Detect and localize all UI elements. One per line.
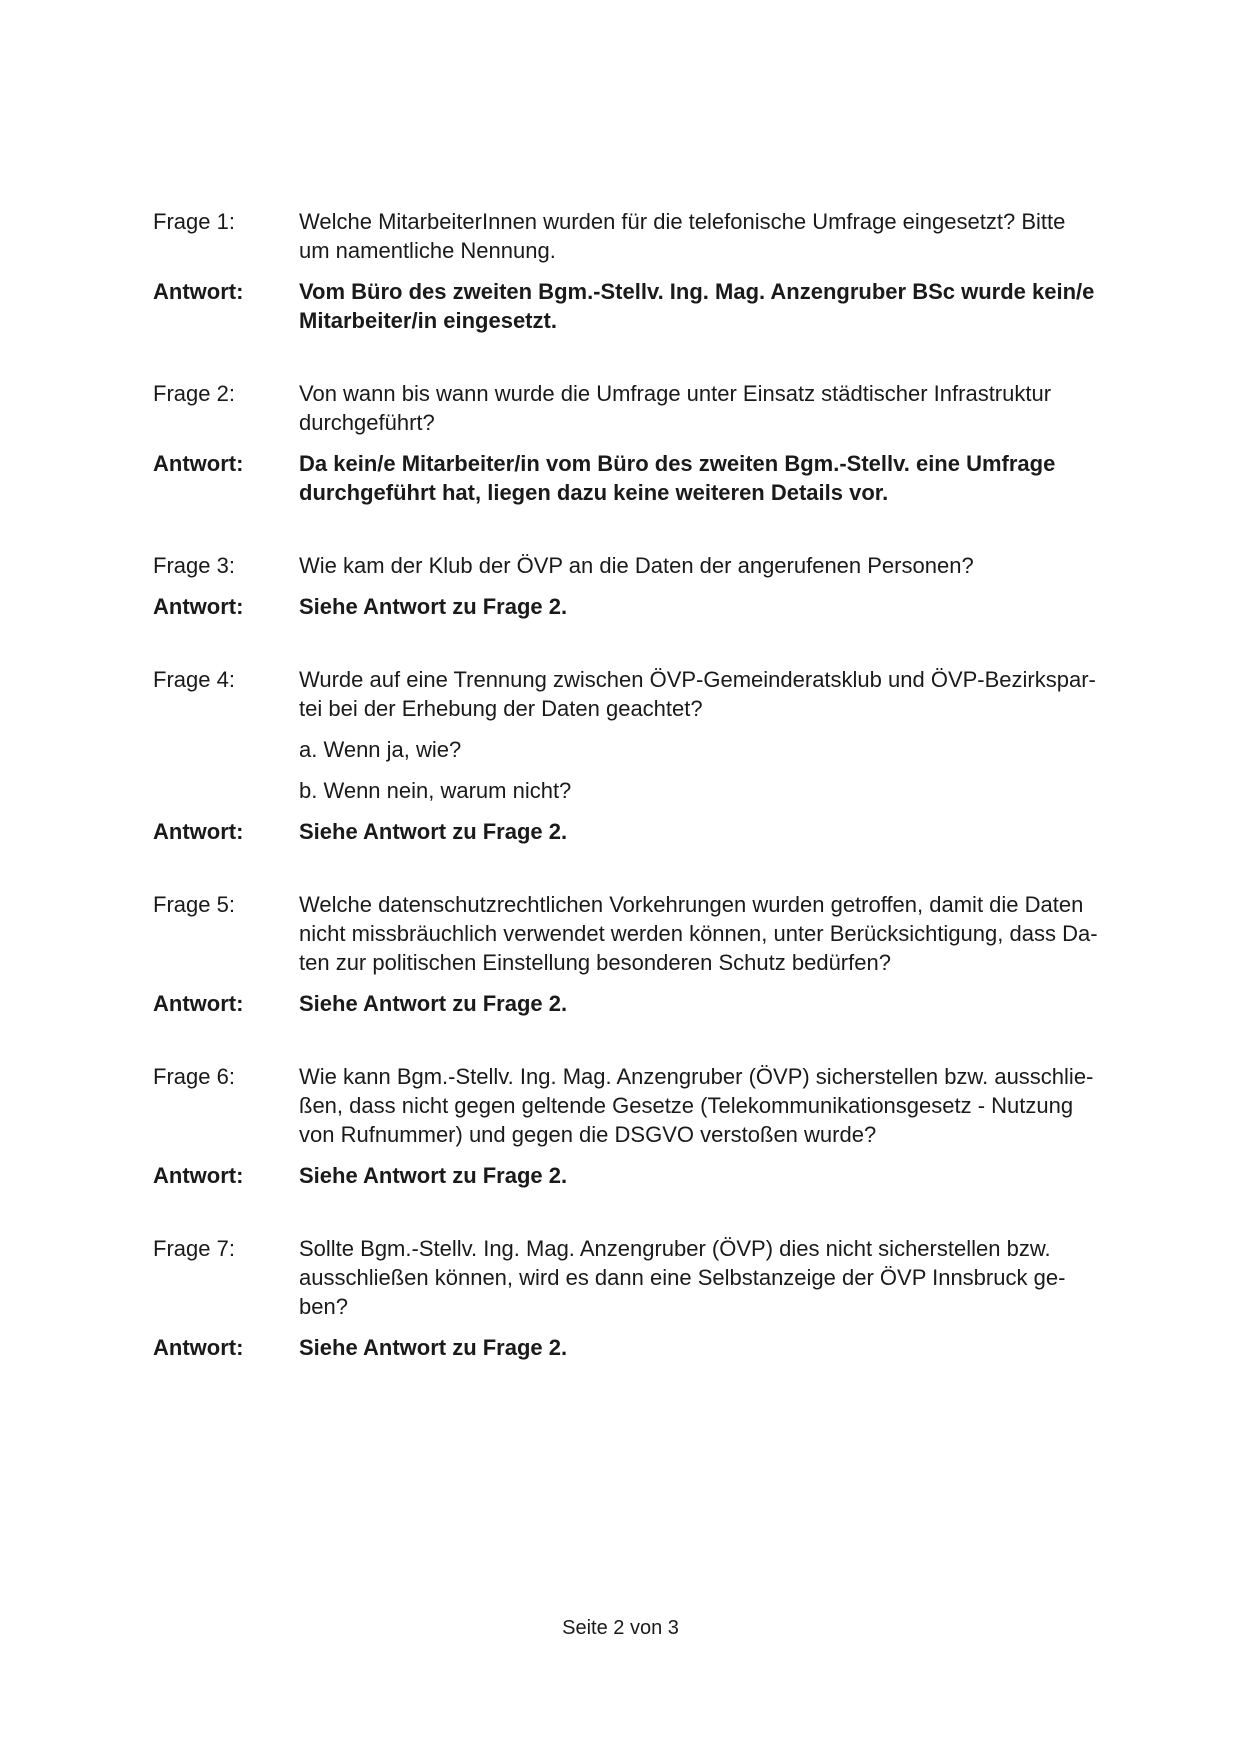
answer-row: [153, 989, 1133, 1018]
answer-text: Vom Büro des zweiten Bgm.-Stellv. Ing. Mag. Anzengruber BSc wurde kein/e Mitarbeiter/in eingesetzt.: [299, 279, 1095, 333]
question-text: Wie kann Bgm.-Stellv. Ing. Mag. Anzengruber (ÖVP) sicherstellen bzw. ausschlie- ßen, dass nicht gegen geltende Gesetze (Telekommunikationsgesetz - Nutzung von Rufnummer) und gegen die DSGVO verstoßen wurde?: [299, 1064, 1094, 1147]
question-label: Frage 5:: [153, 892, 235, 917]
answer-label: Antwort:: [153, 279, 244, 304]
question-text: Welche MitarbeiterInnen wurden für die telefonische Umfrage eingesetzt? Bitte um namentliche Nennung.: [299, 209, 1066, 263]
question-row: [153, 1234, 1133, 1321]
question-row: [153, 551, 1133, 580]
answer-text: Da kein/e Mitarbeiter/in vom Büro des zweiten Bgm.-Stellv. eine Umfrage durchgeführt hat, liegen dazu keine weiteren Details vor.: [299, 451, 1056, 505]
answer-label: Antwort:: [153, 1335, 244, 1360]
question-row: [153, 890, 1133, 977]
qa-block-1: [153, 207, 1133, 335]
page-number-footer: Seite 2 von 3: [562, 1617, 679, 1639]
question-text: Sollte Bgm.-Stellv. Ing. Mag. Anzengruber (ÖVP) dies nicht sicherstellen bzw. ausschließen können, wird es dann eine Selbstanzeige der ÖVP Innsbruck ge- ben?: [299, 1236, 1066, 1319]
qa-block-4: [153, 665, 1133, 846]
answer-row: [153, 1333, 1133, 1362]
question-row: [153, 207, 1133, 265]
sub-question-row: [153, 776, 1133, 805]
answer-row: [153, 1161, 1133, 1190]
qa-block-3: [153, 551, 1133, 621]
answer-text: Siehe Antwort zu Frage 2.: [299, 594, 568, 619]
qa-block-5: [153, 890, 1133, 1018]
question-label: Frage 1:: [153, 209, 235, 234]
question-text: Von wann bis wann wurde die Umfrage unter Einsatz städtischer Infrastruktur durchgeführt?: [299, 381, 1052, 435]
answer-row: [153, 817, 1133, 846]
answer-label: Antwort:: [153, 1163, 244, 1188]
answer-text: Siehe Antwort zu Frage 2.: [299, 1163, 568, 1188]
question-label: Frage 6:: [153, 1064, 235, 1089]
answer-row: [153, 592, 1133, 621]
sub-question-a: a. Wenn ja, wie?: [299, 737, 462, 762]
answer-row: [153, 277, 1133, 335]
question-text: Welche datenschutzrechtlichen Vorkehrungen wurden getroffen, damit die Daten nicht missbräuchlich verwendet werden können, unter Berücksichtigung, dass Da- ten zur politischen Einstellung besonderen Schutz bedürfen?: [299, 892, 1098, 975]
answer-label: Antwort:: [153, 594, 244, 619]
answer-text: Siehe Antwort zu Frage 2.: [299, 1335, 568, 1360]
sub-question-row: [153, 735, 1133, 764]
sub-question-b: b. Wenn nein, warum nicht?: [299, 778, 572, 803]
question-row: [153, 1062, 1133, 1149]
document-body: [153, 207, 1133, 1406]
qa-block-2: [153, 379, 1133, 507]
answer-label: Antwort:: [153, 991, 244, 1016]
question-label: Frage 2:: [153, 381, 235, 406]
question-row: [153, 379, 1133, 437]
answer-row: [153, 449, 1133, 507]
question-text: Wie kam der Klub der ÖVP an die Daten der angerufenen Personen?: [299, 553, 974, 578]
question-label: Frage 3:: [153, 553, 235, 578]
question-row: [153, 665, 1133, 723]
question-text: Wurde auf eine Trennung zwischen ÖVP-Gemeinderatsklub und ÖVP-Bezirkspar- tei bei der Erhebung der Daten geachtet?: [299, 667, 1096, 721]
question-label: Frage 7:: [153, 1236, 235, 1261]
answer-label: Antwort:: [153, 819, 244, 844]
qa-block-7: [153, 1234, 1133, 1362]
answer-text: Siehe Antwort zu Frage 2.: [299, 991, 568, 1016]
answer-text: Siehe Antwort zu Frage 2.: [299, 819, 568, 844]
answer-label: Antwort:: [153, 451, 244, 476]
question-label: Frage 4:: [153, 667, 235, 692]
qa-block-6: [153, 1062, 1133, 1190]
